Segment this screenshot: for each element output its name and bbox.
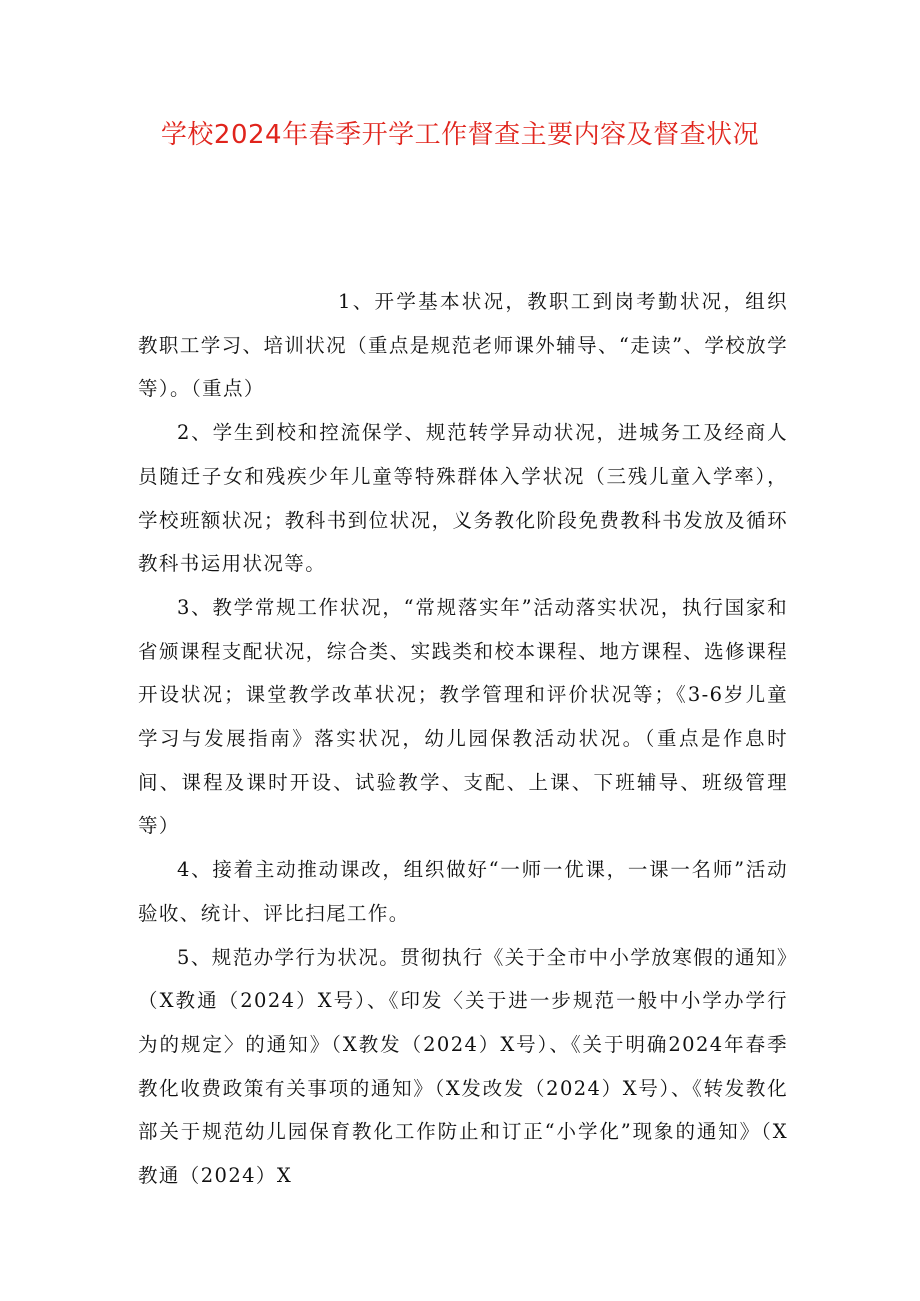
document-body bbox=[138, 280, 788, 1198]
paragraph-4: 4、接着主动推动课改，组织做好“一师一优课，一课一名师”活动验收、统计、评比扫尾工作。 bbox=[138, 858, 788, 925]
paragraph-1: 1、开学基本状况，教职工到岗考勤状况，组织教职工学习、培训状况（重点是规范老师课外辅导、“走读”、学校放学等）。（重点） bbox=[138, 290, 788, 401]
paragraph-5: 5、规范办学行为状况。贯彻执行《关于全市中小学放寒假的通知》（X教通（2024）X号）、《印发〈关于进一步规范一般中小学办学行为的规定〉的通知》（X教发（2024）X号）、《关于明确2024年春季教化收费政策有关事项的通知》（X发改发（2024）X号）、《转发教化部关于规范幼儿园保育教化工作防止和订正“小学化”现象的通知》（X教通（2024）X bbox=[138, 945, 788, 1188]
document-title: 学校2024年春季开学工作督查主要内容及督查状况 bbox=[160, 120, 760, 150]
paragraph-3: 3、教学常规工作状况，“常规落实年”活动落实状况，执行国家和省颁课程支配状况，综合类、实践类和校本课程、地方课程、选修课程开设状况；课堂教学改革状况；教学管理和评价状况等；《3-6岁儿童学习与发展指南》落实状况，幼儿园保教活动状况。（重点是作息时间、课程及课时开设、试验教学、支配、上课、下班辅导、班级管理等） bbox=[138, 595, 788, 838]
paragraph-2: 2、学生到校和控流保学、规范转学异动状况，进城务工及经商人员随迁子女和残疾少年儿童等特殊群体入学状况（三残儿童入学率），学校班额状况；教科书到位状况，义务教化阶段免费教科书发放及循环教科书运用状况等。 bbox=[138, 421, 788, 576]
